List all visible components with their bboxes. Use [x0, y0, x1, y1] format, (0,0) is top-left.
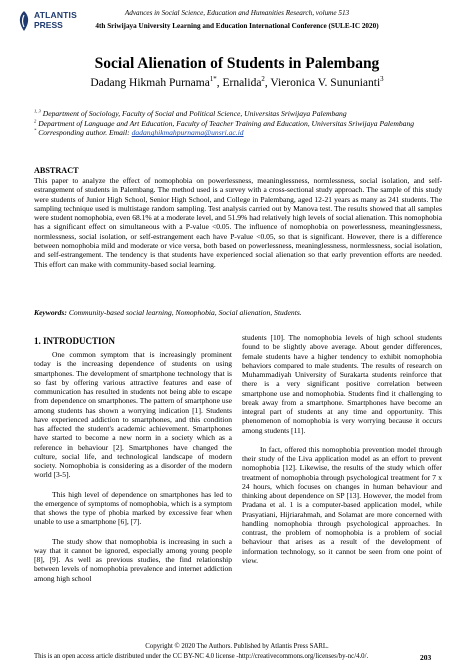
author-3-sup: 3 [380, 76, 384, 84]
keywords-text: Community-based social learning, Nomophobia, Social alienation, Students. [68, 308, 302, 317]
paper-title: Social Alienation of Students in Palembang [94, 55, 380, 72]
intro-paragraph-3: The study show that nomophobia is increasing in such a way that it cannot be ignored, especially among young people [8], [9]. As well as previous studies, the find relationship between levels of nomophobia prevalence and internet addiction among high school [34, 536, 232, 583]
corresponding-sup: * [34, 127, 37, 133]
affiliation-1-sup: 1, 3 [34, 108, 41, 114]
abstract-body [34, 176, 442, 269]
affiliation-2-text: Department of Language and Art Education, Faculty of Teacher Training and Education, Universitas Sriwijaya Palembang [38, 118, 415, 128]
journal-series: Advances in Social Science, Education and Humanities Research, volume 513 [124, 9, 350, 17]
author-2: Ernalida [222, 77, 262, 89]
author-1-sup: 1* [209, 76, 217, 84]
affiliation-2-sup: 2 [34, 118, 37, 124]
logo-text-line2: PRESS [34, 20, 63, 30]
corresponding-author [34, 128, 454, 138]
copyright-notice: Copyright © 2020 The Authors. Published by Atlantis Press SARL. [145, 643, 329, 650]
keywords [34, 308, 442, 317]
author-email-link[interactable]: dadanghikmahpurnama@unsri.ac.id [131, 128, 244, 138]
page-number: 203 [420, 653, 432, 662]
intro-paragraph-5: In fact, offered this nomophobia prevention model through their study of the Liva application model as an effort to prevent nomophobia [12]. Likewise, the results of the study which offer treatment of nomophobia through psychological treatment for 7 x 24 hours, which focuses on changes in human behaviour and thinking about dependence on SP [13]. However, the model from Pradana et al. 1 is a computer-based application model, while Prasyatiani, Hijriarahmah, and Solamat are more concerned with handling nomophobia through psychological approaches. In contrast, the problem of nomophobia is a problem of social behaviour that arises as a result of the development of information technology, so it cannot be seen from one point of view. [242, 444, 442, 565]
intro-paragraph-2: This high level of dependence on smartphones has led to the emergence of symptoms of nomophobia, which is a symptom that shows the type of phobia marked by excessive fear when unable to use a smartphone [6], [7]. [34, 489, 232, 527]
author-3: Vieronica V. Sununianti [270, 77, 381, 89]
license-notice: This is an open access article distributed under the CC BY-NC 4.0 license -http://creativecommons.org/licenses/by-nc/4.0/. [34, 653, 369, 660]
affiliation-1 [34, 109, 454, 119]
right-column [242, 333, 442, 565]
conference-name: 4th Sriwijaya University Learning and Education International Conference (SULE-IC 2020) [95, 22, 379, 30]
intro-paragraph-1: One common symptom that is increasingly prominent today is the increasing dependence of students on using smartphones. The development of smartphone technology that is so fast by offering various attractive features and ease of communication has resulted in students not being able to escape from dependence on smartphones. The pattern of smartphone use among students has shown a worrying indication [1]. Students have experienced addiction to smartphones, and this condition has affected the student's academic achievement. Smartphones have started to become a new norm in a society which as a reference in behaviour [2]. Smartphones have changed the culture, social life, and technological landscape of modern society. Nomophobia is considering as a disorder of the modern world [3-5]. [34, 350, 232, 480]
affiliation-2 [34, 119, 454, 129]
abstract-heading: ABSTRACT [34, 166, 79, 175]
left-column [34, 350, 232, 583]
author-2-sup: 2 [261, 76, 265, 84]
logo-text-line1: ATLANTIS [34, 10, 77, 20]
affiliation-1-text: Department of Sociology, Faculty of Social and Political Science, Universitas Sriwijaya Palembang [42, 109, 347, 118]
affiliations [34, 109, 454, 138]
section-heading-introduction: 1. INTRODUCTION [34, 336, 116, 346]
author-list: Dadang Hikmah Purnama$^{1*}$, Ernalida$^2$, Vieronica V. Sununianti$^3$ [90, 76, 384, 89]
intro-paragraph-4: students [10]. The nomophobia levels of high school students found to be slightly above average. About gender differences, female students have a higher tendency to exhibit nomophobia behaviors compared to male students. The results of research on Muhammadiyah University of Surakarta students reinforce that there is a very significant positive correlation between smartphone use and nomophobia. Students find it challenging to break away from a smartphone. Smartphones have become an integral part of students at any time and opportunity. This phenomenon of nomophobia is very worrying because it occurs among students [11]. [242, 333, 442, 435]
abstract-text: This paper to analyze the effect of nomophobia on powerlessness, meaninglessness, normlessness, social isolation, and self-estrangement of students in Palembang. The method used is a survey with a cross-sectional study approach. The sample of this study were students of Junior High School, Senior High School, and College in Palembang, aged 12-21 years as many as 241 students. The sampling technique used is multistage random sampling. Test analysis carried out by Manova test. The results showed that all samples were student nomophobia, even 68.1% at a moderate level, and 51.9% had relatively high levels of social alienation. This nomophobia has a significant effect on simultaneous with a P-value <0.05. The influence of nomophobia on powerlessness, meaninglessness, normlessness, social isolation, or self-estrangement each have P-value <0.05, so that is significant. However, there is a difference between nomophobia mild and moderate or vice versa, both based on powerlessness, meaninglessness, normlessness, social isolation, and self-estrangement. The tendency is that students have experienced social alienation so that early prevention efforts are needed. This effort can make with community-based social learning. [34, 176, 442, 269]
corresponding-label: Corresponding author. Email: [38, 128, 130, 138]
author-1: Dadang Hikmah Purnama [90, 77, 210, 89]
keywords-label: Keywords: [34, 308, 67, 317]
